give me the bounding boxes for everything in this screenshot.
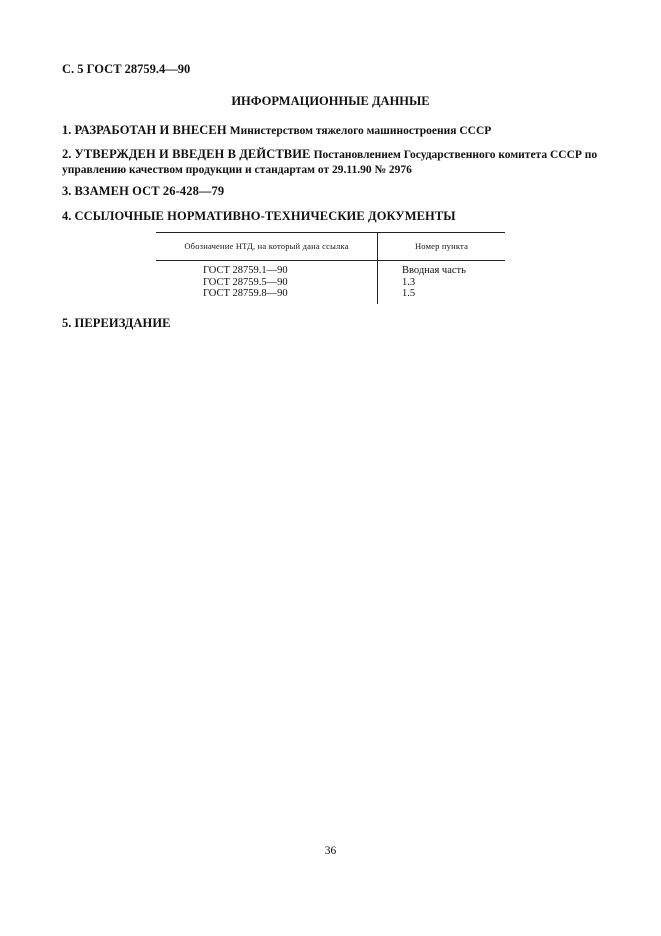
item-number: 2.	[62, 147, 72, 161]
item-number: 3.	[62, 184, 72, 198]
table-cell-document: ГОСТ 28759.8—90	[203, 288, 288, 299]
page-number: 36	[324, 845, 337, 857]
table-cell-clause: 1.3	[402, 276, 416, 288]
item-label: ССЫЛОЧНЫЕ НОРМАТИВНО-ТЕХНИЧЕСКИЕ ДОКУМЕНТЫ	[74, 209, 456, 223]
table-top-rule	[156, 232, 505, 233]
table-cell-document: ГОСТ 28759.5—90	[203, 276, 288, 288]
item-number: 4.	[62, 209, 72, 223]
item-number: 1.	[62, 123, 72, 137]
table-cell-clause: 1.5	[402, 288, 416, 299]
table-column-clauses	[402, 265, 466, 300]
running-header: С. 5 ГОСТ 28759.4—90	[62, 62, 191, 76]
item-reissue	[62, 316, 610, 330]
item-label: УТВЕРЖДЕН И ВВЕДЕН В ДЕЙСТВИЕ	[74, 147, 311, 161]
table-header-clause: Номер пункта	[414, 241, 469, 251]
item-references	[62, 209, 610, 223]
section-title: ИНФОРМАЦИОННЫЕ ДАННЫЕ	[231, 94, 430, 108]
item-label: ВЗАМЕН ОСТ 26-428—79	[74, 184, 225, 198]
table-cell-document: ГОСТ 28759.1—90	[203, 265, 288, 276]
item-number: 5.	[62, 316, 72, 330]
item-developed	[62, 123, 610, 138]
table-cell-clause: Вводная часть	[402, 265, 466, 276]
item-replaced	[62, 184, 610, 198]
item-approved	[62, 147, 610, 177]
item-text: Постановлением Государственного комитета СССР по управлению качеством продукции и стандартам от 29.11.90 № 2976	[62, 149, 598, 176]
item-label: РАЗРАБОТАН И ВНЕСЕН	[74, 123, 227, 137]
item-text: Министерством тяжелого машиностроения СССР	[229, 125, 492, 137]
item-label: ПЕРЕИЗДАНИЕ	[74, 316, 171, 330]
table-header-rule	[156, 260, 505, 261]
table-column-documents	[203, 265, 288, 300]
table-header-document: Обозначение НТД, на который дана ссылка	[184, 241, 349, 251]
